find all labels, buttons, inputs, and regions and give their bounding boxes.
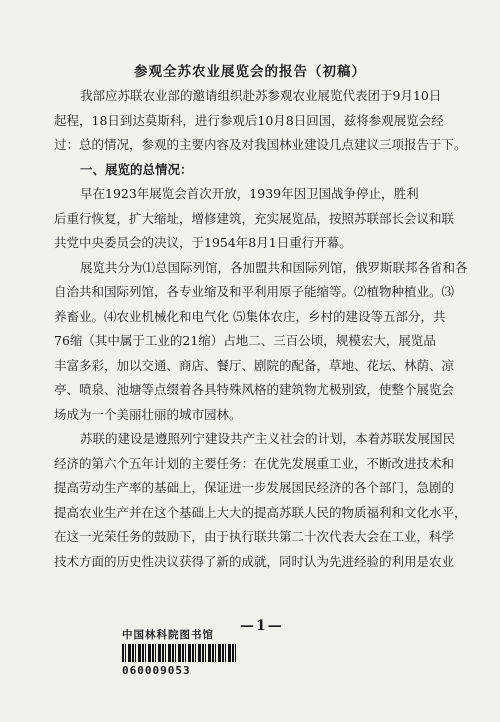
text-line: 展览共分为⑴总国际列馆，各加盟共和国际列馆，俄罗斯联邦各省和各 — [80, 259, 468, 275]
text-line: 技术方面的历史性决议获得了新的成就，同时认为先进经验的利用是农业 — [54, 553, 455, 569]
library-stamp — [122, 628, 240, 677]
text-line: 后重行恢复，扩大缩址，增修建筑，充实展览品，按照苏联部长会议和联 — [54, 210, 455, 226]
text-line: 场成为一个美丽壮丽的城市园林。 — [54, 406, 242, 422]
document-body — [54, 84, 474, 574]
text-line: 起程，18日到达莫斯科，进行参观后10月8日回国，兹将参观展览会经 — [54, 112, 444, 128]
page-number: —1— — [240, 618, 284, 634]
barcode — [122, 644, 238, 662]
section-heading: 一、展览的总情况： — [80, 161, 193, 177]
text-line: 共党中央委员会的决议，于1954年8月1日重行开幕。 — [54, 235, 352, 250]
text-line: 自治共和国际列馆，各专业缩及和平利用原子能缩等。⑵植物种植业。⑶ — [54, 284, 455, 299]
library-name: 中国林科院图书馆 — [122, 629, 214, 641]
text-line: 提高农业生产并在这个基础上大大的提高苏联人民的物质福利和文化水平， — [54, 504, 467, 520]
text-line: 经济的第六个五年计划的主要任务：在优先发展重工业，不断改进技术和 — [54, 455, 455, 471]
text-line: 提高劳动生产率的基础上，保证进一步发展国民经济的各个部门，急剧的 — [54, 480, 455, 495]
barcode-number: 060009053 — [122, 664, 191, 677]
text-line: 早在1923年展览会首次开放，1939年因卫国战争停止，胜利 — [80, 186, 419, 201]
text-line: 养畜业。⑷农业机械化和电气化 ⑸集体农庄，乡村的建设等五部分，共 — [54, 308, 446, 324]
text-line: 我部应苏联农业部的邀请组织赴苏参观农业展览代表团于9月10日 — [80, 88, 442, 103]
text-line: 在这一光荣任务的鼓励下，由于执行联共第二十次代表大会在工业，科学 — [54, 529, 455, 544]
text-line: 丰富多彩，加以交通、商店、餐厅、剧院的配备，草地、花坛、林荫、凉 — [54, 357, 455, 373]
text-line: 苏联的建设是遵照列宁建设共产主义社会的计划，本着苏联发展国民 — [80, 431, 456, 446]
text-line: 76缩（其中属于工业的21缩）占地二、三百公顷，规模宏大，展览品 — [54, 333, 436, 348]
text-line: 过：总的情况，参观的主要内容及对我国林业建设几点建议三项报告于下。 — [54, 137, 467, 152]
text-line: 亭、喷泉、池塘等点缀着各具特殊风格的建筑物尤极别致，使整个展览会 — [54, 382, 455, 397]
document-title: 参观全苏农业展览会的报告（初稿） — [134, 64, 366, 80]
